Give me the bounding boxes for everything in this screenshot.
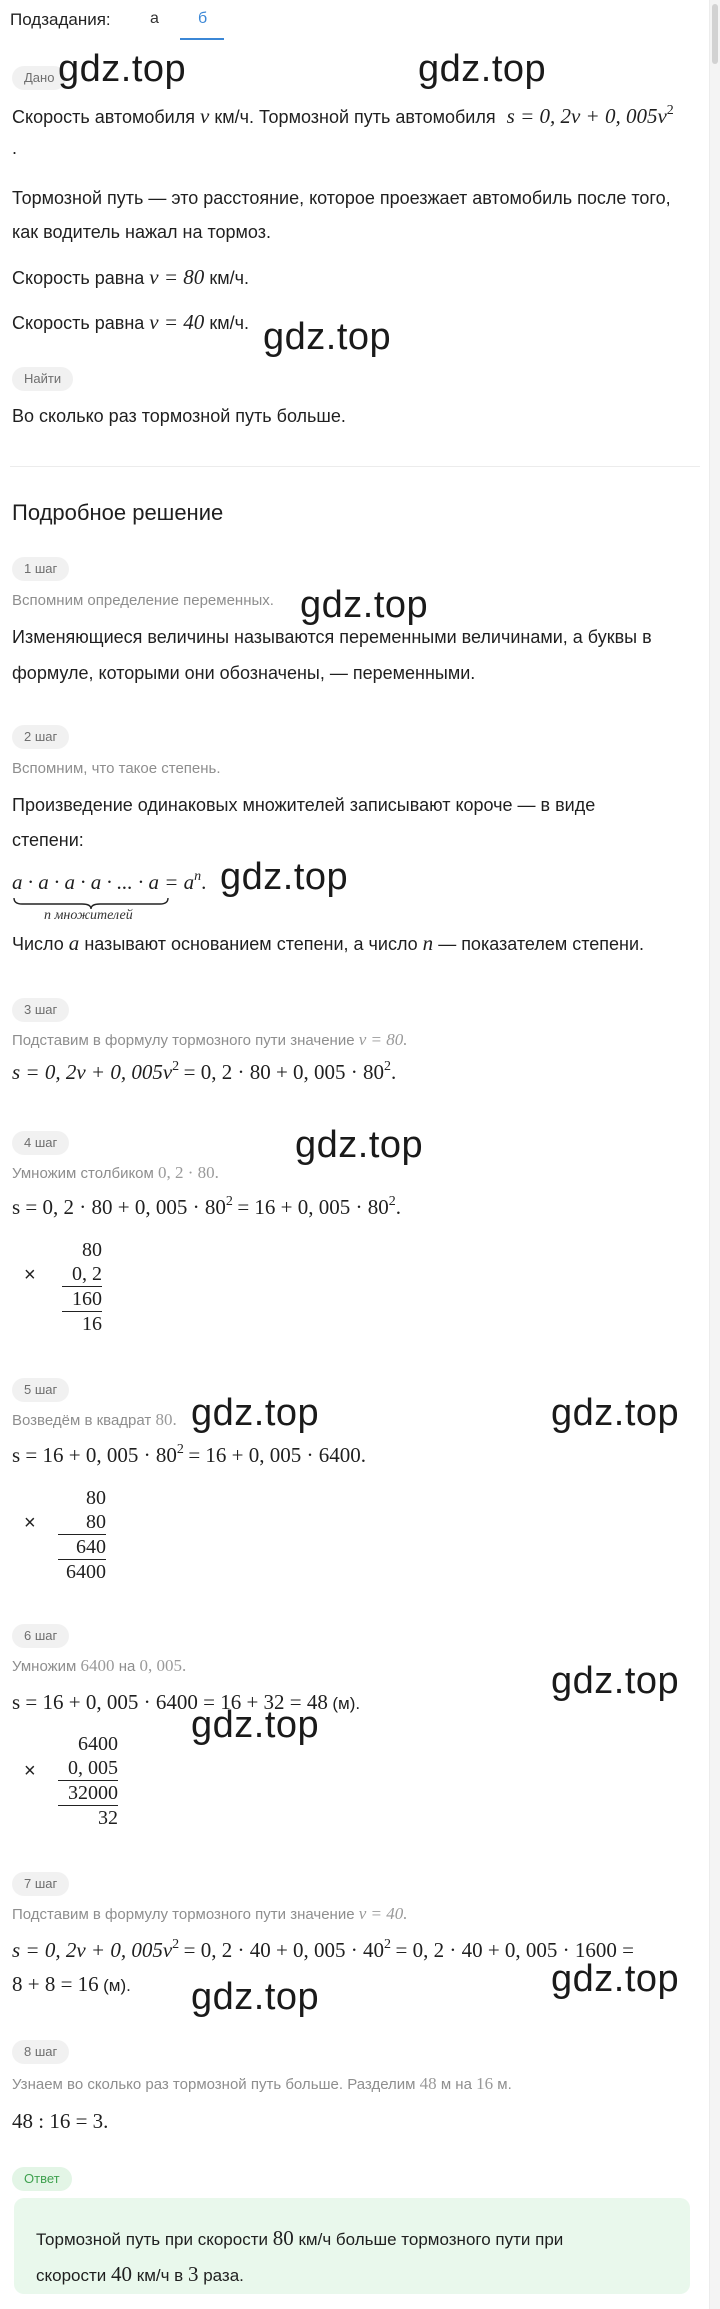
watermark: gdz.top — [300, 584, 429, 626]
subtasks-label: Подзадания: — [10, 10, 111, 29]
step-7-result: 8 + 8 = 16 (м). — [12, 1972, 131, 1996]
watermark: gdz.top — [263, 316, 392, 358]
multiply-sign: × — [24, 1264, 36, 1286]
step-2-hint: Вспомним, что такое степень. — [12, 760, 221, 777]
braking-definition-2: как водитель нажал на тормоз. — [12, 222, 271, 242]
find-text: Во сколько раз тормозной путь больше. — [12, 406, 346, 426]
column-multiplication-1: 80 0, 2 160 16 — [62, 1238, 102, 1336]
watermark: gdz.top — [551, 1660, 680, 1702]
watermark: gdz.top — [551, 1958, 680, 2000]
step-1-line-2: формуле, которыми они обозначены, — переменными. — [12, 663, 476, 683]
scrollbar-thumb[interactable] — [712, 4, 718, 64]
solution-title: Подробное решение — [12, 500, 224, 525]
power-formula: a · a · a · a · ... · a = an. — [12, 869, 207, 894]
step-1-hint: Вспомним определение переменных. — [12, 592, 274, 609]
multiply-sign: × — [24, 1760, 36, 1782]
watermark: gdz.top — [191, 1976, 320, 2018]
braking-definition-1: Тормозной путь — это расстояние, которое проезжает автомобиль после того, — [12, 188, 671, 208]
step-1-line-1: Изменяющиеся величины называются переменными величинами, а буквы в — [12, 627, 652, 647]
step-7-hint: Подставим в формулу тормозного пути значение v = 40. — [12, 1904, 408, 1923]
given-badge: Дано — [12, 66, 66, 90]
watermark: gdz.top — [551, 1392, 680, 1434]
step-5-hint: Возведём в квадрат 80. — [12, 1410, 177, 1429]
answer-line-2: скорости 40 км/ч в 3 раза. — [36, 2262, 244, 2286]
speed-80: Скорость равна v = 80 км/ч. — [12, 265, 249, 289]
step-3-badge: 3 шаг — [12, 998, 69, 1022]
given-line-1: Скорость автомобиля v км/ч. Тормозной путь автомобиля s = 0, 2v + 0, $005v^2$ — [12, 103, 674, 128]
column-multiplication-2: 80 80 640 6400 — [58, 1486, 106, 1584]
step-8-formula: 48 : 16 = 3. — [12, 2109, 109, 2133]
step-7-formula: s = 0, 2v + 0, 005v2 = 0, 2 · 40 + 0, 005 · 402 = 0, 2 · 40 + 0, 005 · 1600 = — [12, 1937, 635, 1962]
step-3-hint: Подставим в формулу тормозного пути значение v = 80. — [12, 1030, 408, 1049]
watermark: gdz.top — [220, 856, 349, 898]
section-divider — [10, 466, 700, 467]
step-3-formula: s = 0, 2v + 0, 005v2 = 0, 2 · 80 + 0, 005 · 802. — [12, 1059, 397, 1084]
active-tab-indicator — [180, 38, 224, 40]
step-8-hint: Узнаем во сколько раз тормозной путь больше. Разделим 48 м на 16 м. — [12, 2074, 512, 2093]
step-2-badge: 2 шаг — [12, 725, 69, 749]
step-4-hint: Умножим столбиком 0, 2 · 80. — [12, 1163, 219, 1182]
find-badge: Найти — [12, 367, 73, 391]
speed-40: Скорость равна v = 40 км/ч. — [12, 310, 249, 334]
step-5-badge: 5 шаг — [12, 1378, 69, 1402]
step-6-formula: s = 16 + 0, 005 · 6400 = 16 + 32 = 48 (м). — [12, 1690, 361, 1714]
step-6-badge: 6 шаг — [12, 1624, 69, 1648]
given-line-1-tail: . — [12, 138, 18, 158]
watermark: gdz.top — [295, 1124, 424, 1166]
column-multiplication-3: 6400 0, 005 32000 32 — [58, 1732, 118, 1830]
step-7-badge: 7 шаг — [12, 1872, 69, 1896]
tab-b[interactable]: б — [198, 10, 208, 27]
page-scrollbar[interactable] — [709, 0, 720, 2309]
watermark: gdz.top — [58, 48, 187, 90]
step-6-hint: Умножим 6400 на 0, 005. — [12, 1656, 187, 1675]
step-1-badge: 1 шаг — [12, 557, 69, 581]
answer-line-1: Тормозной путь при скорости 80 км/ч больше тормозного пути при — [36, 2226, 564, 2250]
tab-a[interactable]: а — [150, 10, 159, 27]
underbrace-label: n множителей — [44, 908, 133, 923]
multiply-sign: × — [24, 1512, 36, 1534]
watermark: gdz.top — [191, 1392, 320, 1434]
watermark: gdz.top — [191, 1704, 320, 1746]
answer-badge: Ответ — [12, 2167, 72, 2191]
watermark: gdz.top — [418, 48, 547, 90]
step-2-line-3: Число a называют основанием степени, а число n — показателем степени. — [12, 931, 645, 955]
step-2-line-1: Произведение одинаковых множителей записывают короче — в виде — [12, 795, 596, 815]
step-8-badge: 8 шаг — [12, 2040, 69, 2064]
step-4-formula: s = 0, 2 · 80 + 0, 005 · 802 = 16 + 0, 005 · 802. — [12, 1194, 401, 1219]
step-5-formula: s = 16 + 0, 005 · 802 = 16 + 0, 005 · 6400. — [12, 1442, 366, 1467]
step-4-badge: 4 шаг — [12, 1131, 69, 1155]
step-2-line-2: степени: — [12, 830, 84, 850]
